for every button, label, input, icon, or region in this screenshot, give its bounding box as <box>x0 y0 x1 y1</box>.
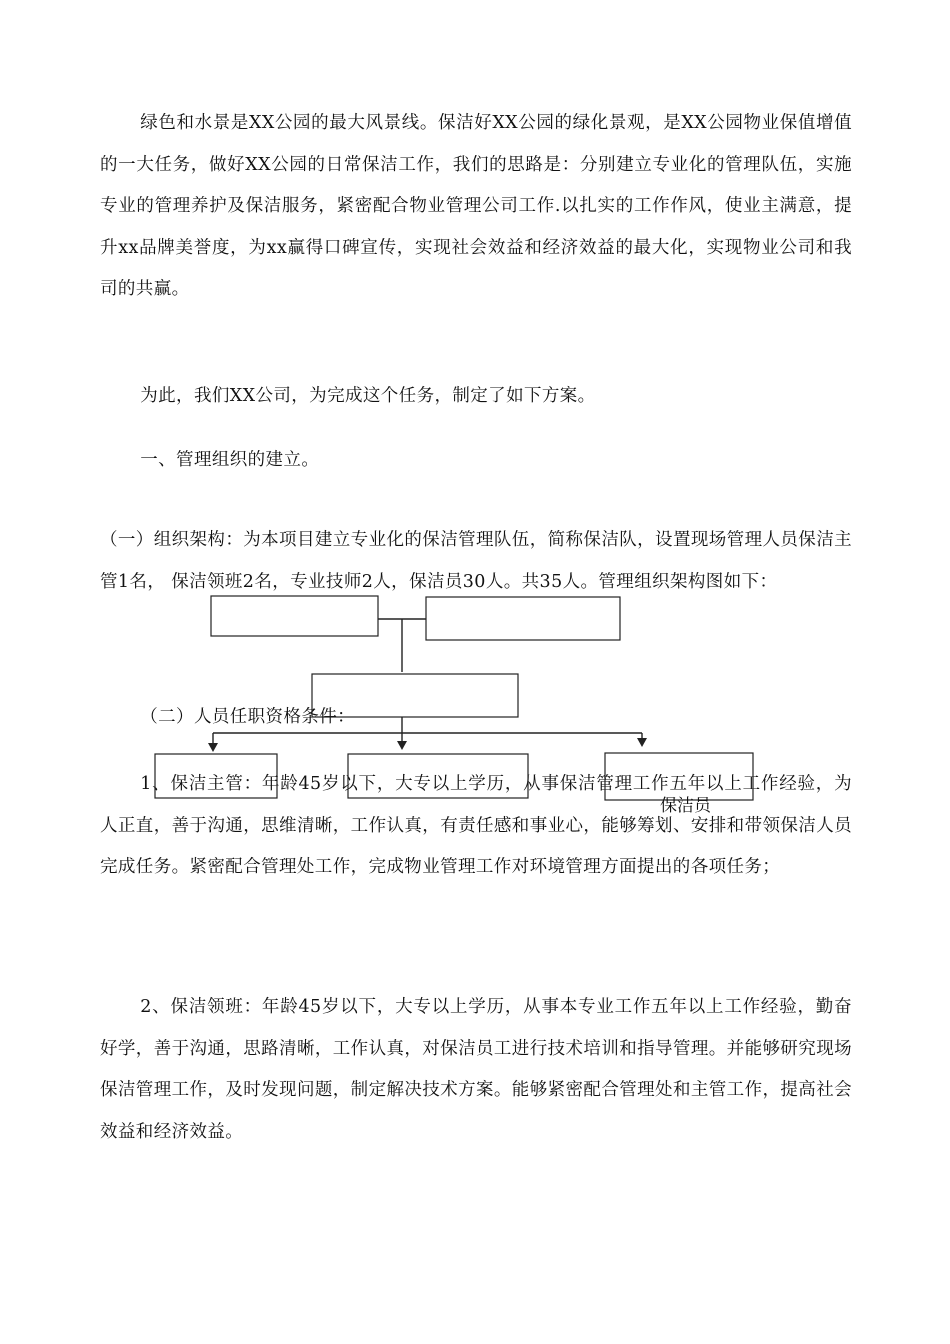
paragraph-plan: 为此，我们XX公司，为完成这个任务，制定了如下方案。 <box>140 386 596 406</box>
paragraph-team-leader: 2、保洁领班：年龄45岁以下，大专以上学历，从事本专业工作五年以上工作经验，勤奋好学，善于沟通，思路清晰，工作认真，对保洁员工进行技术培训和指导管理。并能够研究现场保洁管理工作，及时发现问题，制定解决技术方案。能够紧密配合管理处和主管工作，提高社会效益和经济效益。 <box>100 997 852 1142</box>
section-heading-management: 一、管理组织的建立。 <box>140 450 320 470</box>
paragraph-supervisor: 1、保洁主管：年龄45岁以下，大专以上学历，从事保洁管理工作五年以上工作经验，为人正直，善于沟通，思维清晰，工作认真，有责任感和事业心，能够筹划、安排和带领保洁人员完成任务。紧密配合管理处工作，完成物业管理工作对环境管理方面提出的各项任务； <box>100 774 852 877</box>
arrow-down-icon <box>397 741 407 750</box>
org-box-cleaners-label: 保洁员 <box>660 796 711 816</box>
arrow-down-icon <box>208 743 218 752</box>
arrow-down-icon <box>637 738 647 747</box>
section-heading-qualifications: （二）人员任职资格条件： <box>140 707 356 727</box>
org-box-top-right <box>426 597 620 640</box>
paragraph-org-structure: （一）组织架构：为本项目建立专业化的保洁管理队伍，简称保洁队，设置现场管理人员保洁主管1名， 保洁领班2名，专业技师2人，保洁员30人。共35人。管理组织架构图如下： <box>100 530 852 592</box>
paragraph-intro: 绿色和水景是XX公园的最大风景线。保洁好XX公园的绿化景观，是XX公园物业保值增值的一大任务，做好XX公园的日常保洁工作，我们的思路是：分别建立专业化的管理队伍，实施专业的管理养护及保洁服务，紧密配合物业管理公司工作.以扎实的工作作风，使业主满意，提升xx品牌美誉度，为xx赢得口碑宣传，实现社会效益和经济效益的最大化，实现物业公司和我司的共赢。 <box>100 113 852 299</box>
